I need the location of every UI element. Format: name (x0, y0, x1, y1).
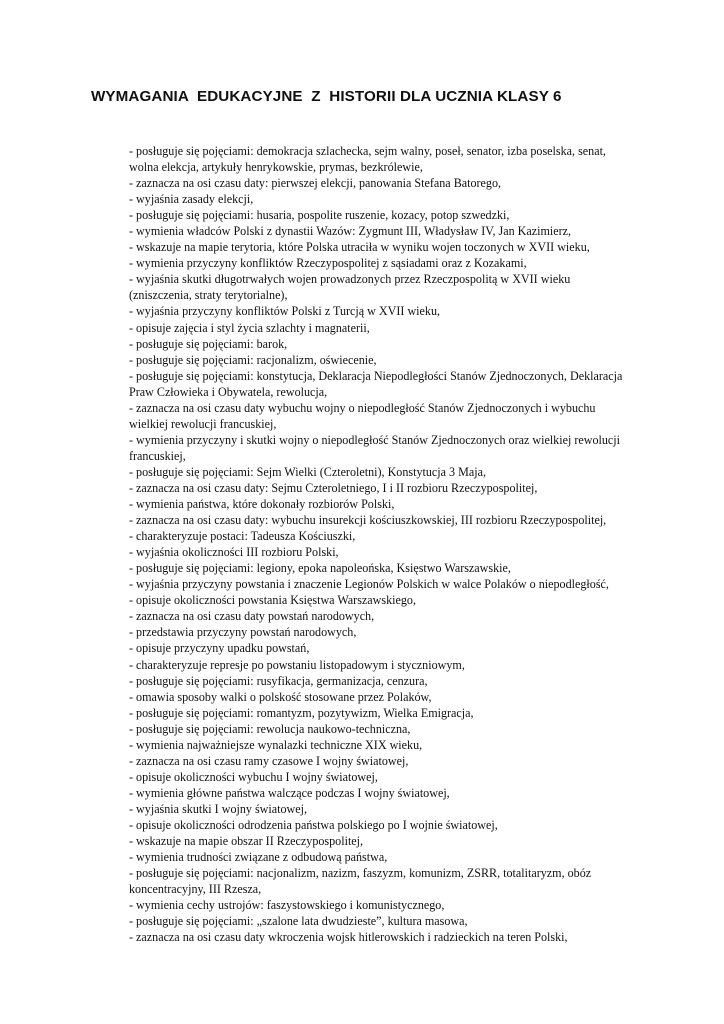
requirement-item: - wymienia cechy ustrojów: faszystowskiego i komunistycznego, (129, 898, 445, 913)
page-title: WYMAGANIA EDUKACYJNE Z HISTORII DLA UCZNIA KLASY 6 (91, 88, 562, 105)
requirement-item: - zaznacza na osi czasu daty: wybuchu insurekcji kościuszkowskiej, III rozbioru Rzeczypospolitej, (129, 513, 607, 528)
requirement-item: - wyjaśnia przyczyny powstania i znaczenie Legionów Polskich w walce Polaków o niepodległość, (129, 577, 609, 592)
requirement-item: - posługuje się pojęciami: konstytucja, Deklaracja Niepodległości Stanów Zjednoczonych, Deklaracja Praw Człowieka i Obywatela, rewolucja, (129, 368, 623, 399)
requirement-item: - posługuje się pojęciami: rusyfikacja, germanizacja, cenzura, (129, 673, 428, 688)
requirement-item: - wyjaśnia przyczyny konfliktów Polski z Turcją w XVII wieku, (129, 304, 441, 319)
requirement-item: - posługuje się pojęciami: demokracja szlachecka, sejm walny, poseł, senator, izba poselska, senat, wolna elekcja, artykuły henrykowskie, prymas, bezkrólewie, (129, 144, 606, 175)
requirement-item: - opisuje przyczyny upadku powstań, (129, 641, 310, 656)
requirement-item: - wymienia trudności związane z odbudową państwa, (129, 850, 388, 865)
requirement-item: - omawia sposoby walki o polskość stosowane przez Polaków, (129, 689, 432, 704)
requirement-item: - posługuje się pojęciami: husaria, pospolite ruszenie, kozacy, potop szwedzki, (129, 208, 510, 223)
requirement-item: - wymienia najważniejsze wynalazki techniczne XIX wieku, (129, 737, 423, 752)
requirement-item: - opisuje okoliczności wybuchu I wojny światowej, (129, 769, 378, 784)
requirement-item: - posługuje się pojęciami: legiony, epoka napoleońska, Księstwo Warszawskie, (129, 561, 511, 576)
requirement-item: - przedstawia przyczyny powstań narodowych, (129, 625, 357, 640)
requirement-item: - wymienia przyczyny konfliktów Rzeczypospolitej z sąsiadami oraz z Kozakami, (129, 256, 527, 271)
requirement-item: - posługuje się pojęciami: rewolucja naukowo-techniczna, (129, 721, 411, 736)
requirement-item: - wymienia przyczyny i skutki wojny o niepodległość Stanów Zjednoczonych oraz wielkiej rewolucji francuskiej, (129, 432, 621, 463)
requirement-item: - wymienia główne państwa walczące podczas I wojny światowej, (129, 785, 450, 800)
requirement-item: - wymienia państwa, które dokonały rozbiorów Polski, (129, 497, 395, 512)
requirement-item: - wskazuje na mapie obszar II Rzeczypospolitej, (129, 834, 364, 849)
requirement-item: - zaznacza na osi czasu daty wkroczenia wojsk hitlerowskich i radzieckich na teren Polski, (129, 930, 568, 945)
requirement-item: - charakteryzuje represje po powstaniu listopadowym i styczniowym, (129, 657, 465, 672)
requirement-item: - posługuje się pojęciami: Sejm Wielki (Czteroletni), Konstytucja 3 Maja, (129, 464, 486, 479)
requirement-item: - posługuje się pojęciami: racjonalizm, oświecenie, (129, 352, 377, 367)
requirement-item: - wyjaśnia skutki długotrwałych wojen prowadzonych przez Rzeczpospolitą w XVII wieku (zniszczenia, straty terytorialne), (129, 272, 571, 303)
requirement-item: - posługuje się pojęciami: nacjonalizm, nazizm, faszyzm, komunizm, ZSRR, totalitaryzm, obóz koncentracyjny, III Rzesza, (129, 866, 592, 897)
requirement-item: - wyjaśnia zasady elekcji, (129, 192, 254, 207)
requirement-item: - wyjaśnia skutki I wojny światowej, (129, 801, 308, 816)
requirement-item: - wskazuje na mapie terytoria, które Polska utraciła w wyniku wojen toczonych w XVII wieku, (129, 240, 590, 255)
requirement-item: - opisuje zajęcia i styl życia szlachty i magnaterii, (129, 320, 370, 335)
requirement-item: - charakteryzuje postaci: Tadeusza Kościuszki, (129, 529, 356, 544)
requirement-item: - opisuje okoliczności odrodzenia państwa polskiego po I wojnie światowej, (129, 817, 498, 832)
requirement-item: - zaznacza na osi czasu ramy czasowe I wojny światowej, (129, 753, 409, 768)
requirement-item: - wyjaśnia okoliczności III rozbioru Polski, (129, 545, 339, 560)
requirement-item: - zaznacza na osi czasu daty powstań narodowych, (129, 609, 375, 624)
requirement-item: - posługuje się pojęciami: barok, (129, 336, 288, 351)
requirement-item: - posługuje się pojęciami: romantyzm, pozytywizm, Wielka Emigracja, (129, 705, 474, 720)
requirement-item: - zaznacza na osi czasu daty wybuchu wojny o niepodległość Stanów Zjednoczonych i wybuchu wielkiej rewolucji francuskiej, (129, 400, 596, 431)
requirements-list (129, 143, 629, 945)
requirement-item: - posługuje się pojęciami: „szalone lata dwudzieste”, kultura masowa, (129, 914, 468, 929)
requirement-item: - zaznacza na osi czasu daty: pierwszej elekcji, panowania Stefana Batorego, (129, 176, 502, 191)
requirement-item: - wymienia władców Polski z dynastii Wazów: Zygmunt III, Władysław IV, Jan Kazimierz, (129, 224, 572, 239)
requirement-item: - zaznacza na osi czasu daty: Sejmu Czteroletniego, I i II rozbioru Rzeczypospolitej, (129, 480, 538, 495)
requirement-item: - opisuje okoliczności powstania Księstwa Warszawskiego, (129, 593, 416, 608)
